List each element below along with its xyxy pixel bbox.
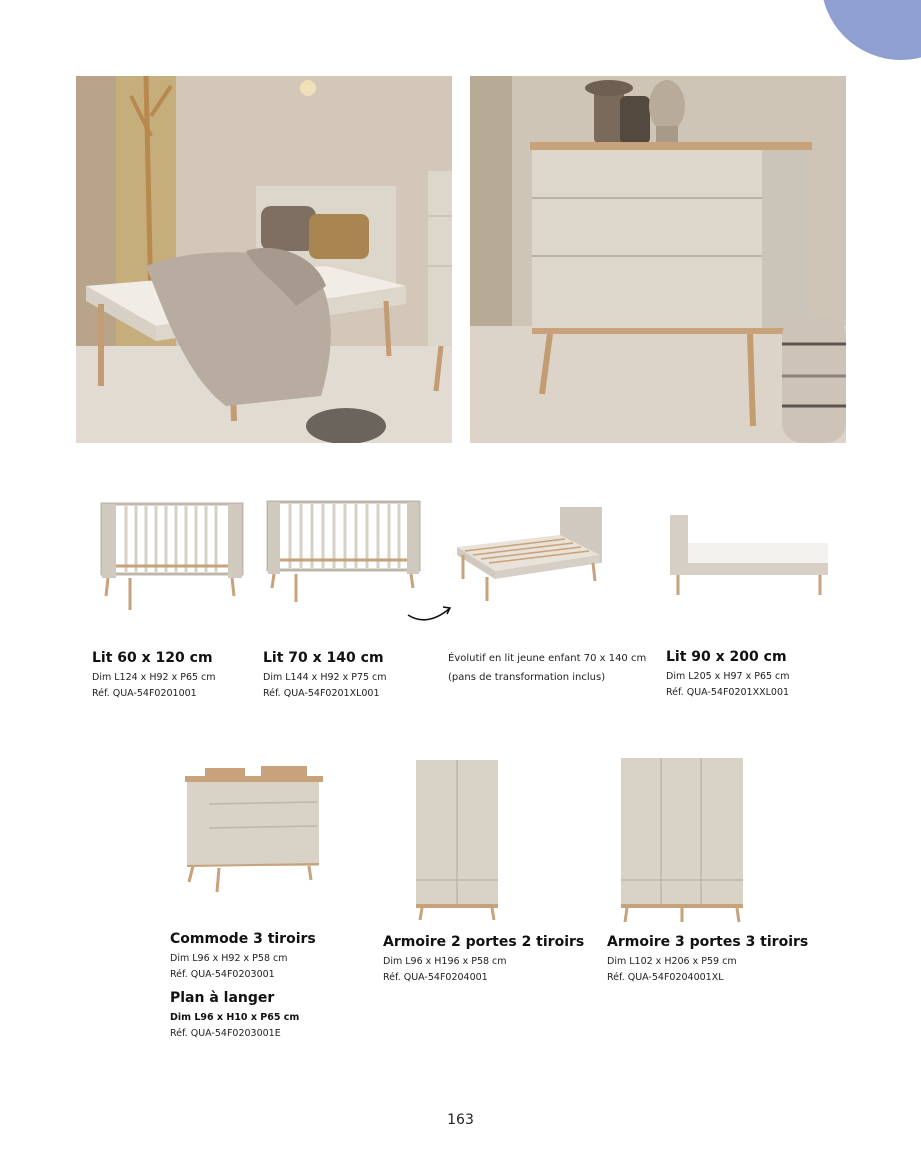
product-dimensions: Dim L102 x H206 x P59 cm [607, 956, 737, 967]
product-dimensions: Dim L124 x H92 x P65 cm [92, 672, 216, 683]
product-reference: Réf. QUA-54F0204001XL [607, 972, 724, 983]
page-number: 163 [447, 1112, 474, 1128]
product-dimensions: Dim L205 x H97 x P65 cm [666, 671, 790, 682]
product-title: Lit 60 x 120 cm [92, 650, 213, 666]
crib-60x120-image [100, 500, 244, 612]
product-title: Lit 90 x 200 cm [666, 649, 787, 665]
product-title: Plan à langer [170, 990, 275, 1006]
product-title: Armoire 3 portes 3 tiroirs [607, 934, 809, 950]
curved-arrow-icon [405, 603, 453, 625]
product-bed-90x200 [666, 649, 790, 701]
wardrobe-3-doors-image [619, 756, 745, 924]
product-crib-60x120 [92, 650, 216, 702]
product-reference: Réf. QUA-54F0201XXL001 [666, 687, 790, 698]
convertible-note [448, 649, 646, 687]
product-wardrobe-2-doors [383, 934, 584, 986]
product-title: Lit 70 x 140 cm [263, 650, 384, 666]
product-dimensions: Dim L96 x H92 x P58 cm [170, 953, 288, 964]
product-dimensions: Dim L96 x H196 x P58 cm [383, 956, 507, 967]
dresser-3-drawers-image [183, 766, 325, 894]
convertible-note-line1: Évolutif en lit jeune enfant 70 x 140 cm [448, 653, 647, 664]
wardrobe-2-doors-image [414, 758, 500, 922]
product-title: Commode 3 tiroirs [170, 931, 316, 947]
product-dresser-3-drawers [170, 931, 316, 983]
product-crib-70x140 [263, 650, 387, 702]
bed-90x200-image [668, 513, 830, 598]
product-wardrobe-3-doors [607, 934, 808, 986]
toddler-bed-image [455, 505, 605, 603]
product-dimensions: Dim L96 x H10 x P65 cm [170, 1012, 300, 1023]
decorative-corner-circle [821, 0, 921, 60]
product-reference: Réf. QUA-54F0204001 [383, 972, 488, 983]
dresser-scene-photo [470, 76, 846, 443]
convertible-note-line2: (pans de transformation inclus) [448, 672, 606, 683]
product-reference: Réf. QUA-54F0201001 [92, 688, 197, 699]
product-title: Armoire 2 portes 2 tiroirs [383, 934, 585, 950]
bed-scene-photo [76, 76, 452, 443]
product-reference: Réf. QUA-54F0203001E [170, 1028, 281, 1039]
product-reference: Réf. QUA-54F0201XL001 [263, 688, 380, 699]
product-reference: Réf. QUA-54F0203001 [170, 969, 275, 980]
crib-70x140-image [266, 498, 421, 604]
product-changing-unit [170, 990, 299, 1042]
product-dimensions: Dim L144 x H92 x P75 cm [263, 672, 387, 683]
